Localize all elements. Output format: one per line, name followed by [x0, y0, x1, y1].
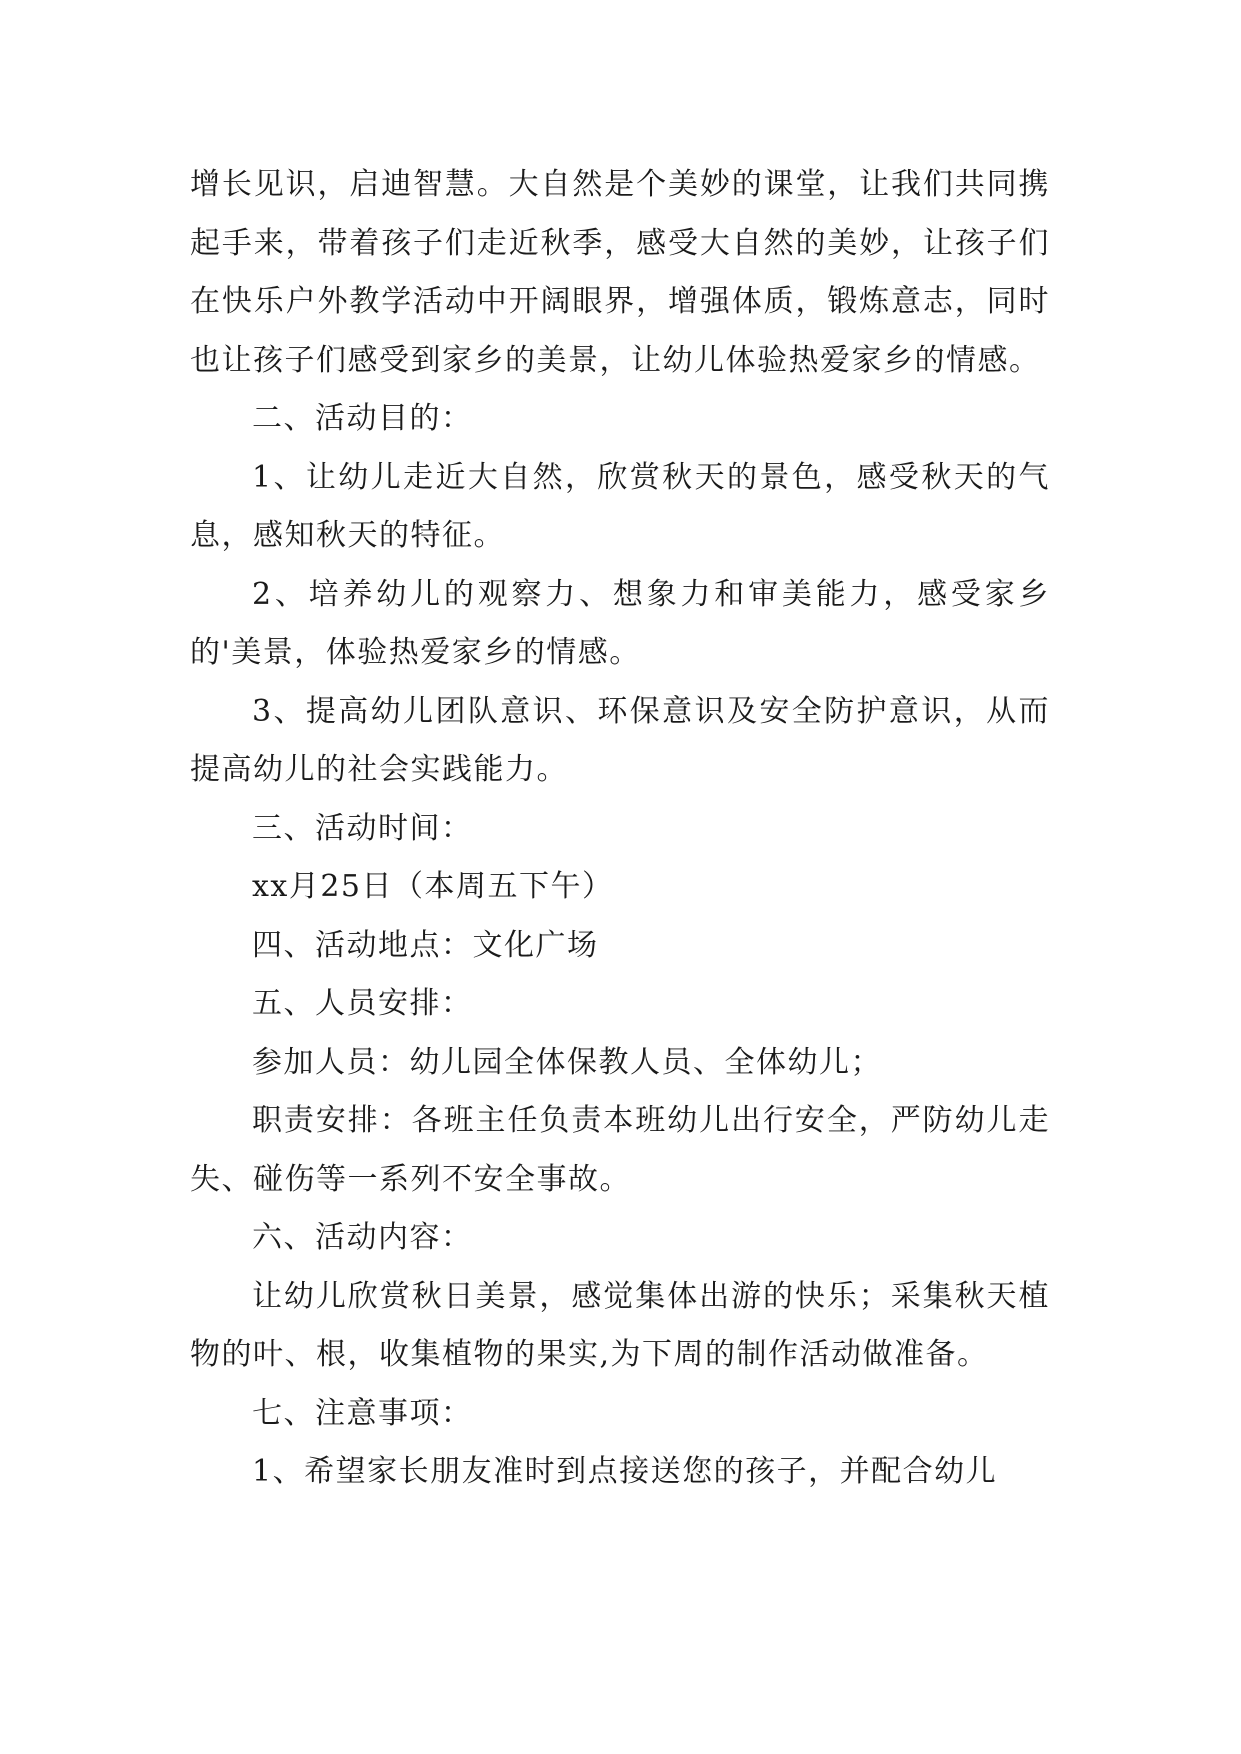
goal-item-3: 3、提高幼儿团队意识、环保意识及安全防护意识，从而提高幼儿的社会实践能力。: [190, 693, 1050, 787]
document-body: [190, 156, 1050, 1502]
heading-staff-arrangement: 五、人员安排：: [252, 986, 473, 1021]
paragraph-intro-continuation: 增长见识，启迪智慧。大自然是个美妙的课堂，让我们共同携起手来，带着孩子们走近秋季，感受大自然的美妙，让孩子们在快乐户外教学活动中开阔眼界，增强体质，锻炼意志，同时也让孩子们感受到家乡的美景，让幼儿体验热爱家乡的情感。: [190, 167, 1050, 378]
activity-time-value: xx月25日（本周五下午）: [252, 869, 614, 904]
heading-activity-time: 三、活动时间：: [252, 810, 473, 846]
note-item-1: 1、希望家长朋友准时到点接送您的孩子，并配合幼儿: [252, 1454, 998, 1489]
responsibilities-line: 职责安排：各班主任负责本班幼儿出行安全，严防幼儿走失、碰伤等一系列不安全事故。: [190, 1103, 1050, 1197]
heading-activity-content: 六、活动内容：: [252, 1220, 473, 1255]
goal-item-1: 1、让幼儿走近大自然，欣赏秋天的景色，感受秋天的气息，感知秋天的特征。: [190, 459, 1050, 553]
goal-item-2: 2、培养幼儿的观察力、想象力和审美能力，感受家乡的'美景，体验热爱家乡的情感。: [190, 576, 1050, 670]
heading-activity-location: 四、活动地点：文化广场: [252, 927, 599, 963]
participants-line: 参加人员：幼儿园全体保教人员、全体幼儿；: [252, 1044, 882, 1080]
activity-content-text: 让幼儿欣赏秋日美景，感觉集体出游的快乐；采集秋天植物的叶、根，收集植物的果实,为下周的制作活动做准备。: [190, 1278, 1050, 1372]
heading-notes: 七、注意事项：: [252, 1395, 473, 1431]
heading-activity-goals: 二、活动目的：: [252, 401, 473, 436]
